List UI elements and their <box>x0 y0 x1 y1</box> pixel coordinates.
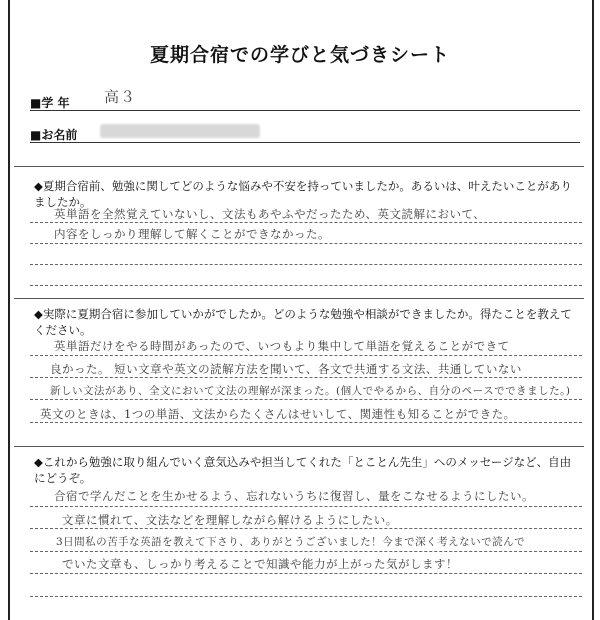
answer-3-line-2: 文章に慣れて、文法などを理解しながら解けるようにしたい。 <box>62 513 398 527</box>
answer-2-line-1: 英単語だけをやる時間があったので、いつもより集中して単語を覚えることができて <box>54 339 510 353</box>
grade-underline <box>30 110 580 111</box>
right-border <box>592 0 594 620</box>
answer-1-line-1: 英単語を全然覚えていないし、文法もあやふやだったため、英文読解において、 <box>54 207 486 221</box>
answer-line <box>30 506 582 507</box>
section-divider <box>14 166 584 167</box>
answer-2-line-2: 良かった。 短い文章や英文の読解方法を聞いて、各文で共通する文法、共通していない <box>50 362 522 376</box>
answer-line <box>30 399 582 400</box>
left-border <box>8 0 10 620</box>
answer-line <box>30 355 582 356</box>
answer-line <box>30 222 582 223</box>
name-redacted <box>100 124 260 138</box>
answer-2-line-3: 新しい文法があり、全文において文法の理解が深まった。(個人でやるから、自分のペースでできました。) <box>50 385 571 397</box>
name-underline <box>30 142 580 143</box>
answer-line <box>30 285 582 286</box>
answer-1-line-2: 内容をしっかり理解して解くことができなかった。 <box>54 227 330 241</box>
answer-line <box>30 596 582 597</box>
question-1: ◆夏期合宿前、勉強に関してどのような悩みや不安を持っていましたか。あるいは、叶えたいことがありましたか。 <box>34 179 572 209</box>
sheet-title: 夏期合宿での学びと気づきシート <box>149 44 450 66</box>
grade-value: 高３ <box>103 87 137 107</box>
answer-line <box>30 528 582 529</box>
answer-line <box>30 264 582 265</box>
answer-3-line-3: 3日間私の苦手な英語を教えて下さり、ありがとうございました！今まで深く考えないで読んで <box>56 536 526 548</box>
answer-3-line-1: 合宿で学んだことを生かせるよう、忘れないうちに復習し、量をこなせるようにしたい。 <box>54 489 534 503</box>
answer-line <box>30 422 582 423</box>
answer-line <box>30 377 582 378</box>
section-divider <box>14 446 584 447</box>
name-label: ■お名前 <box>30 128 78 142</box>
question-3: ◆これから勉強に取り組んでいく意気込みや担当してくれた「とことん先生」へのメッセージなど、自由にどうぞ。 <box>34 455 572 485</box>
answer-line <box>30 243 582 244</box>
grade-label: ■学 年 <box>30 96 70 110</box>
answer-3-line-4: でいた文章も、しっかり考えることで知識や能力が上がった気がします！ <box>62 557 458 571</box>
question-2: ◆実際に夏期合宿に参加していかがでしたか。どのような勉強や相談ができましたか。得たことを教えてください。 <box>34 307 572 337</box>
answer-2-line-4: 英文のときは、1つの単語、文法からたくさんはせいして、関連性も知ることができた。 <box>40 407 516 421</box>
answer-line <box>30 551 582 552</box>
answer-line <box>30 573 582 574</box>
section-divider <box>14 298 584 299</box>
